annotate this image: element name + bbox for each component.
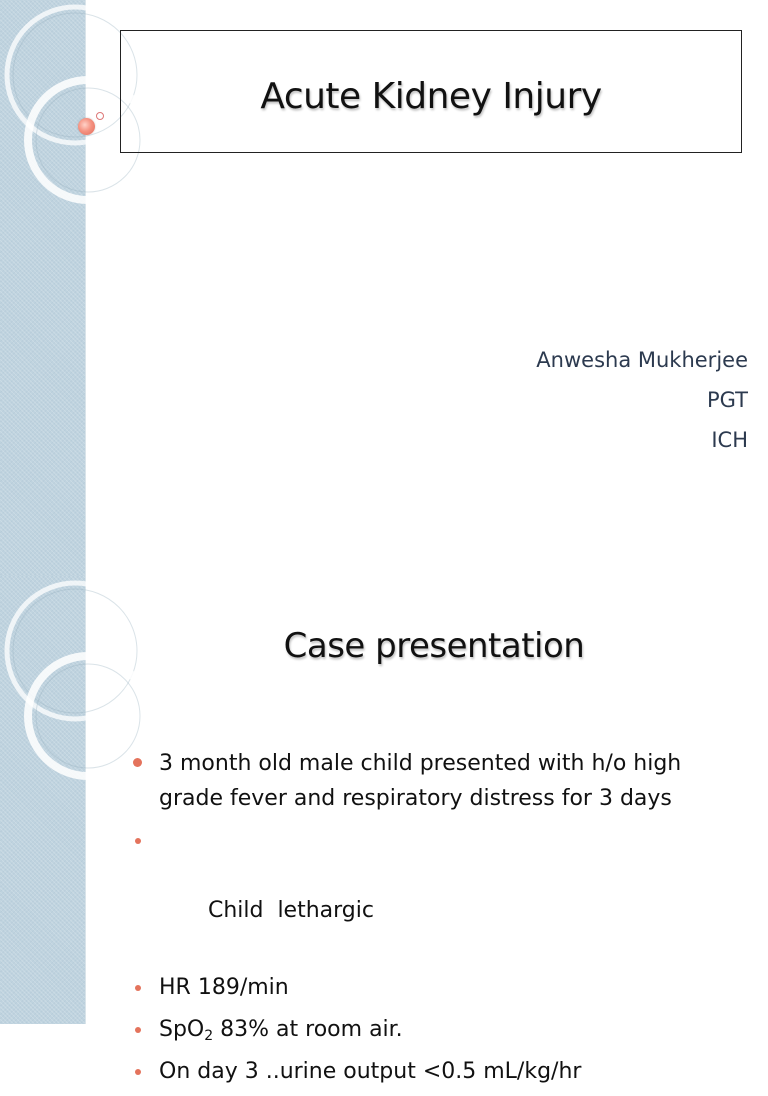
case-slide: [0, 576, 768, 1084]
bullet-text-prefix: SpO: [159, 1017, 205, 1042]
bullet-list: [132, 746, 752, 1096]
bullet-text-suffix: 83% at room air.: [213, 1017, 403, 1042]
author-institution: ICH: [711, 428, 748, 452]
title-box: [120, 30, 742, 153]
bullet-icon: [135, 1027, 141, 1033]
list-item: [132, 1012, 752, 1047]
author-designation: PGT: [706, 388, 748, 412]
bullet-text: Child lethargic: [200, 898, 374, 923]
bullet-icon: [135, 838, 141, 844]
author-name: Anwesha Mukherjee: [536, 348, 748, 372]
bullet-icon: [133, 758, 142, 767]
bullet-icon: [135, 1069, 141, 1075]
bullet-text-subscript: 2: [204, 1028, 214, 1044]
bullet-text: 3 month old male child presented with h/o high grade fever and respiratory distress for 3 days: [159, 751, 682, 811]
slide-title: Acute Kidney Injury: [260, 76, 602, 117]
bullet-text: HR 189/min: [159, 975, 289, 1000]
accent-ring-dot: [96, 112, 104, 120]
slide-title: Case presentation: [283, 626, 585, 666]
author-block: [536, 340, 748, 460]
list-item: [132, 823, 752, 963]
list-item: [132, 746, 752, 816]
accent-dot: [78, 118, 95, 135]
bullet-icon: [135, 985, 141, 991]
list-item: [132, 1054, 752, 1089]
bullet-text: On day 3 ..urine output <0.5 mL/kg/hr: [159, 1059, 582, 1084]
list-item: [132, 970, 752, 1005]
